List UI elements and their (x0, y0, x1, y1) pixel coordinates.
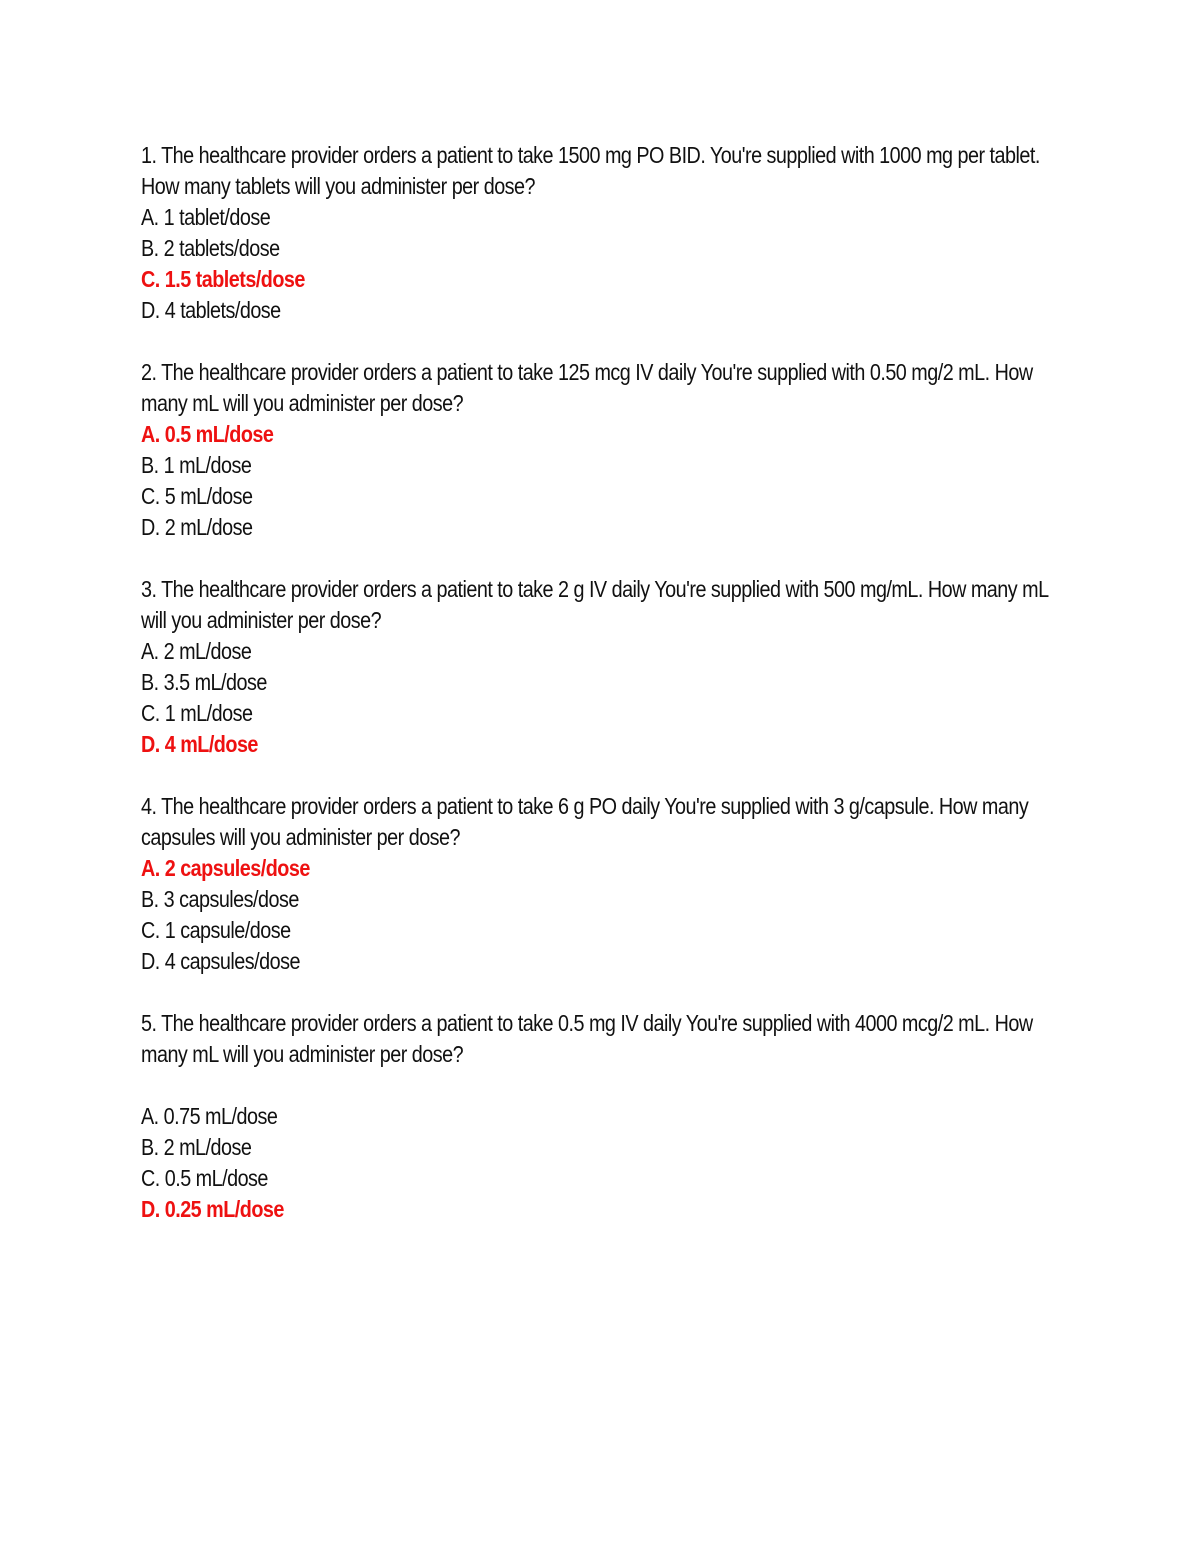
blank-line (141, 1070, 932, 1101)
option-d: D. 4 capsules/dose (141, 948, 300, 974)
option-d: D. 2 mL/dose (141, 514, 253, 540)
question-4 (141, 791, 1029, 977)
option-a-correct-answer: A. 2 capsules/dose (141, 855, 310, 881)
option-c: C. 0.5 mL/dose (141, 1165, 268, 1191)
option-a: A. 1 tablet/dose (141, 204, 271, 230)
option-d: D. 4 tablets/dose (141, 297, 281, 323)
question-stem: 5. The healthcare provider orders a patient to take 0.5 mg IV daily You're supplied with 4000 mcg/2 mL. How many mL will you administer per dose? (141, 1010, 1033, 1067)
question-stem: 3. The healthcare provider orders a patient to take 2 g IV daily You're supplied with 500 mg/mL. How many mL will you administer per dose? (141, 576, 1048, 633)
option-d-correct-answer: D. 4 mL/dose (141, 731, 258, 757)
option-a: A. 2 mL/dose (141, 638, 252, 664)
option-c: C. 1 mL/dose (141, 700, 253, 726)
question-stem: 4. The healthcare provider orders a patient to take 6 g PO daily You're supplied with 3 g/capsule. How many capsules will you administer per dose? (141, 793, 1029, 850)
option-d-correct-answer: D. 0.25 mL/dose (141, 1196, 284, 1222)
question-stem: 1. The healthcare provider orders a patient to take 1500 mg PO BID. You're supplied with 1000 mg per tablet. How many tablets will you administer per dose? (141, 142, 1040, 199)
option-a: A. 0.75 mL/dose (141, 1103, 278, 1129)
question-stem: 2. The healthcare provider orders a patient to take 125 mcg IV daily You're supplied with 0.50 mg/2 mL. How many mL will you administer per dose? (141, 359, 1033, 416)
option-b: B. 2 mL/dose (141, 1134, 252, 1160)
option-a-correct-answer: A. 0.5 mL/dose (141, 421, 274, 447)
document-body (141, 140, 1048, 1256)
option-b: B. 3.5 mL/dose (141, 669, 267, 695)
question-3 (141, 574, 1048, 760)
option-b: B. 2 tablets/dose (141, 235, 280, 261)
option-c-correct-answer: C. 1.5 tablets/dose (141, 266, 305, 292)
option-c: C. 5 mL/dose (141, 483, 253, 509)
question-2 (141, 357, 1033, 543)
option-b: B. 1 mL/dose (141, 452, 252, 478)
option-b: B. 3 capsules/dose (141, 886, 299, 912)
option-c: C. 1 capsule/dose (141, 917, 291, 943)
question-1 (141, 140, 1040, 326)
question-5 (141, 1008, 1033, 1225)
